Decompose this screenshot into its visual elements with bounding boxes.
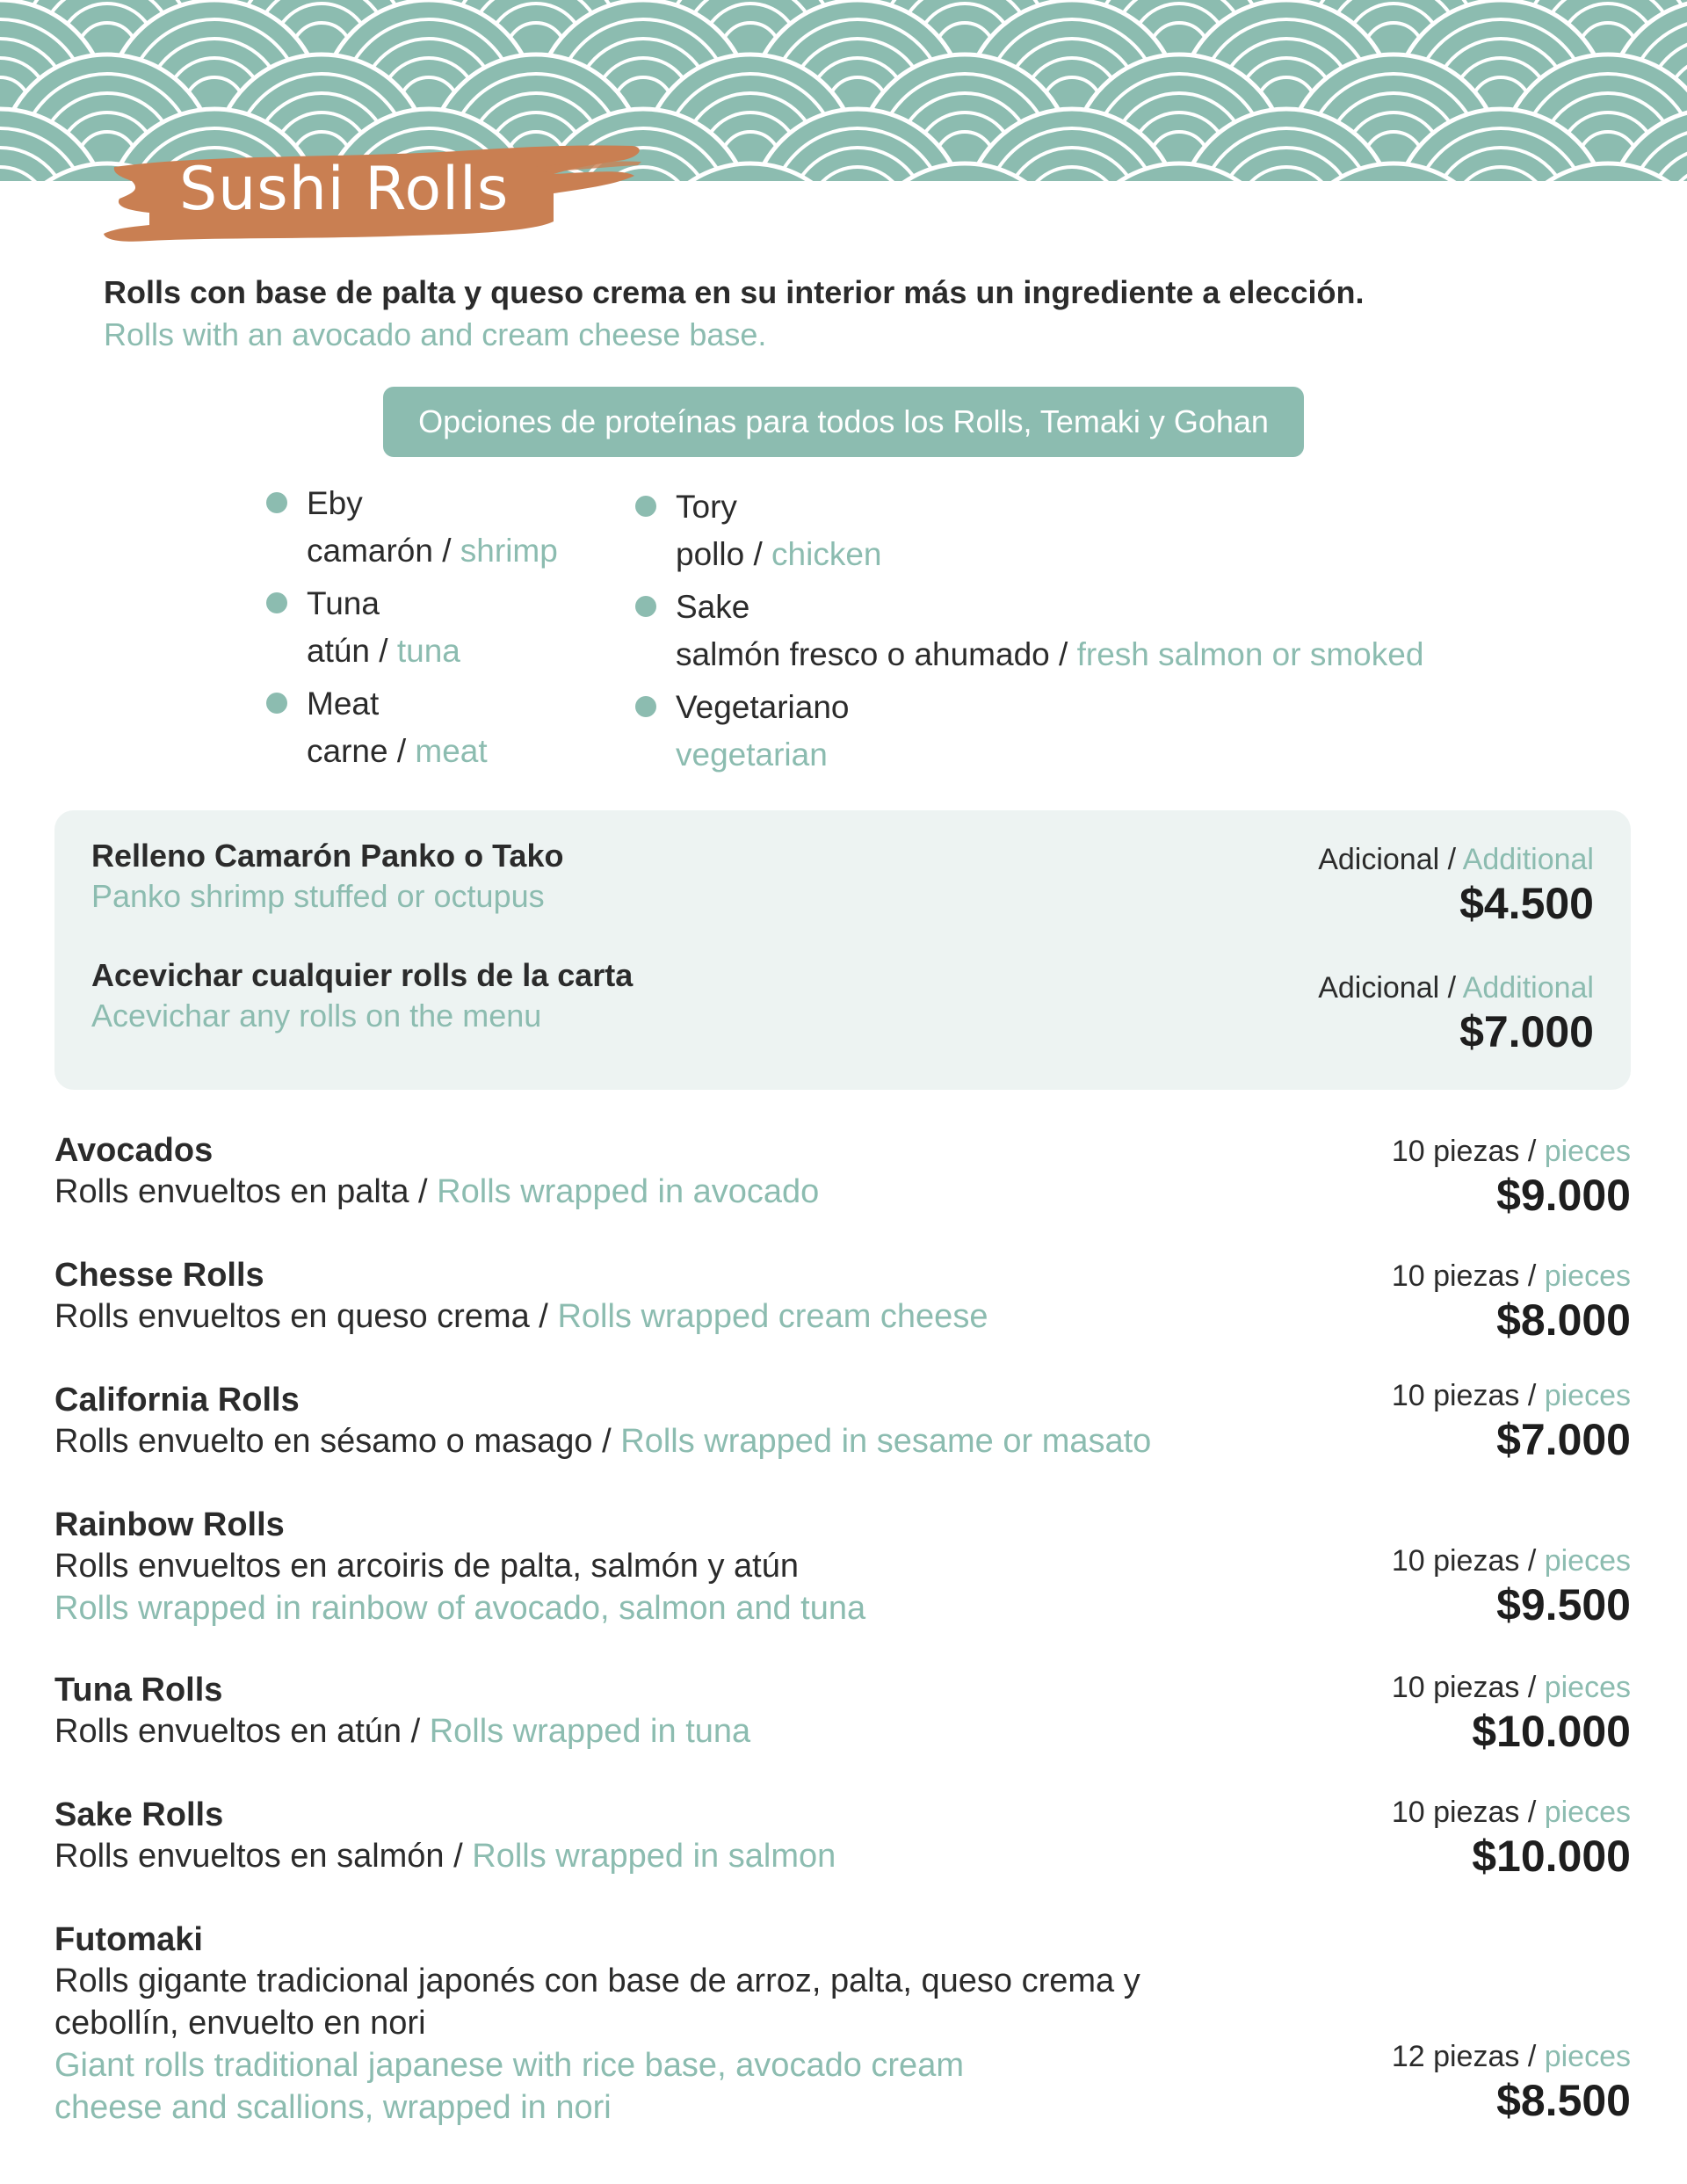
menu-item-price: $7.000 [1496,1415,1631,1464]
extra-item [91,956,1594,1056]
pieces-es: 10 piezas [1391,1259,1520,1293]
bullet-dot-icon [635,696,656,717]
protein-es: salmón fresco o ahumado [676,636,1050,672]
protein-en: shrimp [460,533,558,569]
menu-item-desc-en: Rolls wrapped cream cheese [557,1298,988,1335]
menu-item-desc-es: Rolls envueltos en salmón [54,1838,445,1875]
separator: / [744,536,772,572]
protein-item [635,585,1423,686]
extra-name-en: Acevichar any rolls on the menu [91,998,542,1034]
menu-item-name: Chesse Rolls [54,1257,264,1294]
menu-item-desc-en: Rolls wrapped in sesame or masato [620,1423,1152,1460]
menu-item-desc-en-line1: Giant rolls traditional japanese with rice base, avocado cream [54,2047,964,2084]
menu-item-price: $9.500 [1496,1580,1631,1629]
pieces-es: 10 piezas [1391,1671,1520,1704]
menu-item-desc-es: Rolls envueltos en arcoiris de palta, salmón y atún [54,1548,800,1585]
protein-list-right [635,485,1423,786]
menu-item-price: $8.500 [1496,2076,1631,2125]
intro-text-es: Rolls con base de palta y queso crema en su interior más un ingrediente a elección. [104,274,1365,310]
separator: / [1519,2040,1545,2073]
menu-item-price-block [1392,1668,1631,1756]
pieces-en: pieces [1544,1796,1631,1829]
pieces-es: 10 piezas [1391,1544,1520,1578]
extra-price-block [1318,969,1594,1056]
menu-item-price-block [1392,1257,1631,1345]
menu-item-price-block [1392,2037,1631,2125]
pieces-es: 12 piezas [1391,2040,1520,2073]
menu-item-price-block [1392,1376,1631,1464]
intro-text-en: Rolls with an avocado and cream cheese base. [104,316,767,352]
menu-item-desc-es: Rolls envuelto en sésamo o masago [54,1423,593,1460]
menu-item-name: Sake Rolls [54,1796,224,1833]
protein-es: atún [307,633,371,669]
separator: / [370,633,397,669]
pieces-es: 10 piezas [1391,1796,1520,1829]
protein-list-left [266,482,558,782]
protein-es: carne [307,733,388,769]
pieces-es: 10 piezas [1391,1135,1520,1168]
separator: / [409,1173,438,1210]
menu-item-name: Futomaki [54,1921,203,1958]
menu-item-price: $8.000 [1496,1295,1631,1345]
menu-item [54,1130,1631,1220]
separator: / [1439,843,1463,876]
menu-item-desc-es: Rolls envueltos en palta [54,1173,409,1210]
menu-item-desc-en: Rolls wrapped in avocado [437,1173,820,1210]
title-banner [97,142,659,257]
protein-options-banner [383,387,1304,457]
separator: / [387,733,416,769]
bullet-dot-icon [266,693,287,714]
separator: / [1519,1544,1545,1578]
extra-label-en: Additional [1462,843,1594,876]
protein-name: Sake [676,589,750,625]
extra-item [91,837,1594,928]
pieces-en: pieces [1544,2040,1631,2073]
bullet-dot-icon [635,596,656,617]
protein-options-banner-label: Opciones de proteínas para todos los Rolls, Temaki y Gohan [418,403,1269,439]
menu-item-price: $10.000 [1472,1832,1631,1881]
menu-item [54,1795,1631,1881]
menu-item-desc-en: Rolls wrapped in rainbow of avocado, salmon and tuna [54,1590,866,1627]
separator: / [529,1298,558,1335]
protein-en: vegetarian [676,736,828,773]
extras-panel [54,810,1631,1090]
menu-item-name: Rainbow Rolls [54,1506,285,1543]
pieces-en: pieces [1544,1259,1631,1293]
bullet-dot-icon [635,496,656,517]
protein-item [266,682,558,782]
protein-en: chicken [771,536,882,572]
protein-item [266,582,558,682]
separator: / [1519,1259,1545,1293]
protein-en: meat [415,733,488,769]
separator: / [1519,1379,1545,1412]
pieces-es: 10 piezas [1391,1379,1520,1412]
extra-price: $7.000 [1459,1007,1594,1056]
pieces-en: pieces [1544,1671,1631,1704]
separator: / [432,533,460,569]
menu-item [54,1505,1631,1629]
menu-item-desc-es-line2: cebollín, envuelto en nori [54,2005,426,2042]
menu-item-desc-en-line2: cheese and scallions, wrapped in nori [54,2089,612,2126]
menu-item [54,1919,1631,2129]
separator: / [1519,1135,1545,1168]
separator: / [1519,1671,1545,1704]
menu-item [54,1255,1631,1345]
menu-item [54,1380,1631,1462]
menu-item-desc-en: Rolls wrapped in tuna [429,1713,751,1750]
menu-item-price-block [1392,1132,1631,1220]
extra-price: $4.500 [1459,879,1594,928]
menu-item-price: $9.000 [1496,1171,1631,1220]
menu-item-name: California Rolls [54,1382,300,1419]
bullet-dot-icon [266,592,287,613]
protein-es: pollo [676,536,745,572]
separator: / [1049,636,1077,672]
page-title: Sushi Rolls [179,155,510,224]
menu-item-desc-en: Rolls wrapped in salmon [472,1838,836,1875]
protein-item [635,485,1423,585]
extra-label-es: Adicional [1318,971,1440,1005]
separator: / [592,1423,621,1460]
menu-item-name: Tuna Rolls [54,1672,223,1709]
extra-label-en: Additional [1462,971,1594,1005]
menu-item-desc-es: Rolls envueltos en queso crema [54,1298,530,1335]
separator: / [1519,1796,1545,1829]
pieces-en: pieces [1544,1135,1631,1168]
menu-item-name: Avocados [54,1132,214,1169]
extra-price-block [1318,840,1594,928]
protein-en: fresh salmon or smoked [1076,636,1424,672]
protein-en: tuna [396,633,460,669]
protein-name: Tuna [307,585,380,621]
protein-item [635,686,1423,786]
menu-item-desc-es: Rolls envueltos en atún [54,1713,402,1750]
bullet-dot-icon [266,492,287,513]
protein-name: Meat [307,686,380,722]
menu-item-desc-es-line1: Rolls gigante tradicional japonés con base de arroz, palta, queso crema y [54,1963,1140,1999]
menu-item [54,1670,1631,1756]
menu-item-price-block [1392,1542,1631,1629]
menu-item-price: $10.000 [1472,1707,1631,1756]
protein-name: Tory [676,489,737,525]
pieces-en: pieces [1544,1379,1631,1412]
extra-name-en: Panko shrimp stuffed or octupus [91,878,545,914]
extra-label-es: Adicional [1318,843,1440,876]
protein-es: camarón [307,533,433,569]
extra-name: Acevichar cualquier rolls de la carta [91,957,634,993]
menu-item-price-block [1392,1793,1631,1881]
protein-item [266,482,558,582]
protein-name: Vegetariano [676,689,850,725]
protein-name: Eby [307,485,363,521]
extra-name: Relleno Camarón Panko o Tako [91,838,564,874]
pieces-en: pieces [1544,1544,1631,1578]
separator: / [1439,971,1463,1005]
separator: / [402,1713,430,1750]
separator: / [444,1838,473,1875]
